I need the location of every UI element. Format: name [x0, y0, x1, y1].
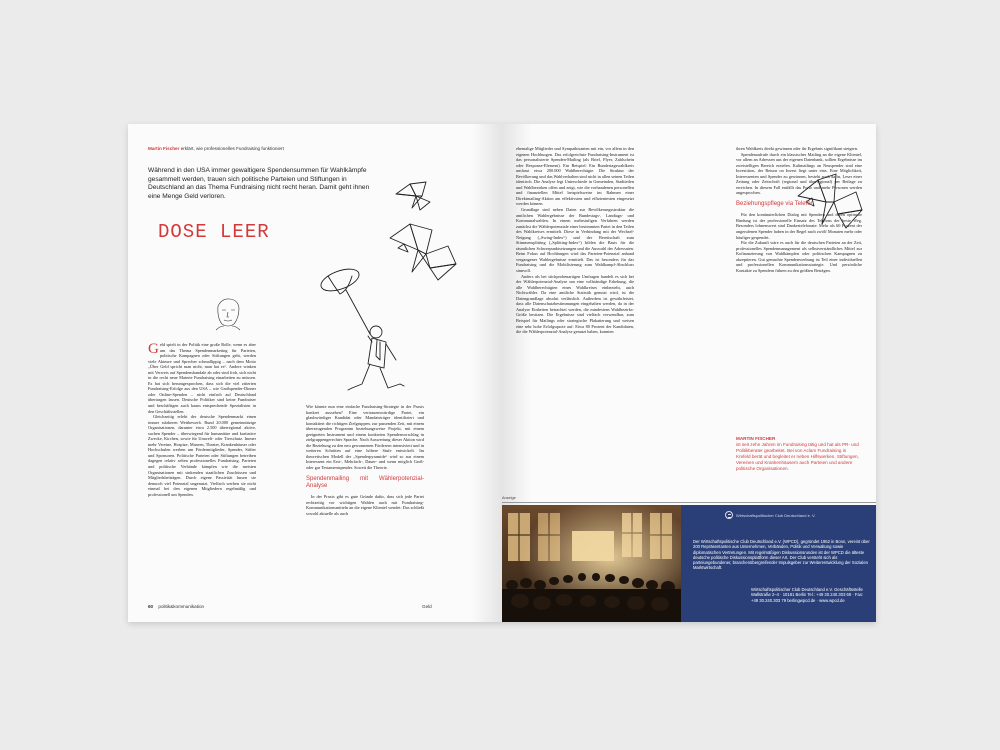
- running-man: [318, 265, 404, 390]
- magazine-spread: [128, 124, 876, 622]
- subheading: Beziehungspflege via Telefon: [736, 200, 814, 207]
- subheading: Spendenmailing mit Wählerpotenzial-Analyse: [306, 475, 424, 489]
- left-column-2: [306, 404, 424, 594]
- lead-paragraph: Während in den USA immer gewaltigere Spendensummen für Wahlkämpfe gesammelt werden, trauen sich politische Parteien und Stiftungen in Deutschland an das Thema Fundraising nicht recht heran. Damit geht ihnen eine Menge Geld verloren.: [148, 167, 370, 200]
- ad-org-name: Wirtschaftspolitischer Club Deutschland e. V.: [736, 513, 816, 518]
- drop-cap: G: [148, 342, 159, 357]
- kicker: [148, 146, 284, 151]
- headline: DOSE LEER: [158, 221, 270, 243]
- butterfly-net-illustration: [278, 174, 498, 424]
- bio-text: ist seit zehn Jahren im Fundraising tätig und hat als PR- und Politikberater gearbeitet. Bei von Aclam Fundraising in Krefeld berät und begleitet er neben Hilfswerken, Stiftungen, Vereinen und Krankenhäusern auch Parteien und andere politische Organisationen.: [736, 442, 859, 471]
- kicker-text: erklärt, wie professionelles Fundraising funktioniert: [180, 146, 284, 151]
- club-logo-icon: [725, 511, 733, 519]
- page-footer: [148, 604, 204, 609]
- paragraph: Spendenaufrufe durch ein klassisches Mailing an die eigene Klientel, vor allem an Adressen aus der eigenen Datenbank, sollten Ergebnisse im zweistelligen Bereich erzielen. Kaltmailings an Neuspender sind eine Investition, der Return on Invest liegt unter eins. Eine Möglichkeit, Interessenten und Spender zu gewinnen, besteht auch darin, Leser einer Zeitung oder Zeitschrift (regional und überregional) per Beilage zu erreichen. In diesem Fall entfällt das Porto und mehr Personen werden angesprochen.: [736, 151, 862, 196]
- paragraph: ihren Wahlkreis direkt gewinnen oder ihr Ergebnis signifikant steigern.: [736, 146, 859, 151]
- paragraph: In der Praxis gibt es gute Gründe dafür, dass sich jede Partei rechtzeitig vor wichtigen Wahlen auch mit Fundraising-Kommunikationsmitteln an die eigene Klientel wendet: Das schließt sowohl aktuelle als auch: [306, 494, 424, 517]
- paragraph: eld spielt in der Politik eine große Rolle, wenn es aber um das Thema Spendenmarketing für Parteien, politische Kampagnen oder Stiftungen geht, werden viele Akteure und Sprecher schmallippig – nach dem Motto „Über Geld spricht man nicht, man hat es“. Andere winken mit Verweis auf Spendenskandale ab oder sind froh, sich nicht in die recht neue Materie Fundraising einarbeiten zu müssen. Es hat sich herumgesprochen, dass sich die viel zitierten Fundraising-Erfolge aus den USA – wie Großspender-Dinner oder Online-Spenden – nicht einfach auf Deutschland übertragen lassen. Deutsche Politiker sind keine Fundraiser und beschäftigen auch kaum entsprechende Spezialisten in den Geschäftsstellen.: [148, 342, 256, 414]
- divider: [502, 502, 876, 503]
- author-bio: [736, 436, 861, 472]
- paragraph: Gleichzeitig erlebt der deutsche Spendenmarkt einen immer stärkeren Wettbewerb. Rund 20.000 gemeinnützige Organisationen, darunter etwa 2.500 überregional aktive, suchen Spender – überwiegend für humanitäre und karitative Zwecke, Kirchen, sowie für Umwelt- oder Tierschutz. Immer mehr Vereine, Hospize, Museen, Theater, Krankenhäuser oder Hochschulen werben um Fördermitglieder, Spender, Stifter und Sponsoren. Politische Parteien oder Stiftungen betreiben dagegen relativ selten professionelles Fundraising. Parteien und politische Verbände kämpfen wie die meisten Organisationen mit sinkenden staatlichen Zuschüssen und Mitgliedsbeiträgen. Durch eigene Passivität lassen sie dennoch viel Potenzial ungenutzt. Vielfach werben sie nicht einmal bei den eigenen Mitgliedern regelmäßig und professionell um Spenden.: [148, 414, 256, 497]
- money-butterfly-small: [396, 182, 430, 210]
- kicker-author: Martin Fischer: [148, 146, 180, 151]
- right-column-1: [516, 146, 634, 476]
- page-number: 60: [148, 604, 154, 609]
- money-butterfly-large: [390, 224, 456, 280]
- bio-name: MARTIN FISCHER: [736, 436, 776, 441]
- ad-body: Der Wirtschaftspolitische Club Deutschland e.V. (WPCD), gegründet 1952 in Bonn, vereint über 200 Repräsentanten aus Unternehmen, Verbänden, Politik und Verwaltung sowie diplomatischen Vertretungen. Mit regelmäßigen Diskussionsrunden ist der WPCD die älteste deutsche politische Diskussionsplattform dieser Art. Der Club versteht sich als parteiungebundener, branchenübergreifender Impulsgeber zur Weiterentwicklung der Sozialen Marktwirtschaft.: [693, 539, 870, 571]
- magazine-name: politik&kommunikation: [158, 604, 205, 609]
- left-column-1: [148, 342, 256, 592]
- advertisement: [681, 505, 876, 622]
- paragraph: Grundlage sind neben Daten zur Bevölkerungsstruktur die amtlichen Wahlergebnisse der Bundestags-, Landtags- und Kommunalwahlen. In einem mehrstufigen Verfahren werden zunächst die Wählerpotenziale einer bestimmten Partei in den Teilen des Wahlkreises ermittelt. Diese in Verbindung mit der Wechsel-Neigung („Swing-Index“) und der Bereitschaft zum Stimmensplitting („Splitting-Index“) bilden die Basis für die räumlichen Schwerpunktsetzungen und die Auswahl der Adressaten. Beim Fokus auf Hochburgen wird das Parteien-Potenzial anhand vergangener Wahlergebnisse ermittelt. Das ist besonders für das Fundraising und die Mobilisierung zum Wahlkampf-Abschluss sinnvoll.: [516, 207, 634, 274]
- section-name: Geld: [422, 604, 432, 609]
- paragraph: Wie könnte nun eine einfache Fundraising-Strategie in der Praxis konkret aussehen? Eine vertrauenswürdige Partei, ein glaubwürdiger Kandidat oder Mandatsträger identifiziert und kontaktiert die richtigen Zielgruppen, zur passenden Zeit, mit einem überzeugenden Programm beziehungsweise Projekt, mit einem geeigneten Instrument und einem konkreten Spendenvorschlag in zielgruppengerechter Sprache. Nach Auswertung dieser Aktion wird die Beziehung zu den neu gewonnenen Förderern intensiviert und in weiteren Schritten auf eine höhere Stufe entwickelt. Im theoretischen Modell der „Spenderpyramide“ wird so aus einem Interessent ein Erst-, Mehrfach-, Dauer- und wenn möglich Groß- oder gar Testamentspender. Soweit die Theorie.: [306, 404, 424, 471]
- author-portrait-sketch: [208, 296, 248, 332]
- paragraph: Für den kontinuierlichen Dialog mit Spendern und deren optimale Bindung ist der professionelle Einsatz des Telefons der beste Weg. Besonders lohnenswert sind Dankestelefonate: Mehr als 60 Prozent der angerufenen Spender haben in der Regel nach zwölf Monaten mehr oder häufiger gespendet.: [736, 212, 862, 240]
- paragraph: Für die Zukunft wäre es auch für die deutschen Parteien an der Zeit, professionelles Spendenmanagement als selbstverständliches Mittel zur Kofinanzierung von Wahlkämpfen oder politischen Kampagnen zu akzeptieren. Gut gemachte Spendenwerbung ist Teil einer individuellen und professionellen Kommunikationsstrategie. Und persönliche Kontakte zu Spendern führen zu den größten Beträgen.: [736, 240, 862, 273]
- conference-photo: [502, 505, 681, 622]
- ad-label: Anzeige: [502, 496, 516, 500]
- paragraph: ehemalige Mitglieder und Sympathisanten mit ein, vor allem in den eigenen Hochburgen. Das erfolgreichste Fundraising-Instrument ist das personalisierte Spenden-Mailing (als Brief, Flyer, Zahlschein oder Response-Element). Ein Beispiel: Ein Bundestagswahlkreis umfasst etwa 200.000 Wahlberechtigte. Die Struktur der Bevölkerung und das Wahlverhalten sind nicht in allen seinen Teilen identisch. Die Analyse legt Unterschiede in Gemeinden, Stadtteilen und Wahlbezirken offen und zeigt, wie die vorhandenen personellen und finanziellen Mittel beispielsweise im Rahmen einer Direktmailing-Aktion am effektivsten und effizientesten eingesetzt werden können.: [516, 146, 634, 207]
- left-page: [128, 124, 502, 622]
- right-column-2: [736, 146, 862, 426]
- paragraph: Anders als bei stichprobenartigen Umfragen handelt es sich bei der Wählerpotenzial-Analyse um eine vollständige Erhebung, die alle Wahlberechtigten eines Wahlkreises einbezieht, auch Nichtwähler. Da eine amtliche Statistik genutzt wird, ist die Datengrundlage absolut verlässlich. Außerdem ist gewährleistet, dass alle Datenschutzbestimmungen eingehalten werden, da in der Analyse Einheiten betrachtet werden, die mindestens Wahlbezirks-Größe besitzen. Die Ergebnisse sind vielfach verwendbar, zum Beispiel für Mailings oder strategische Plakatierung und weisen eine sehr hohe Erfolgsquote auf: Etwa 80 Prozent der Kandidaten, die die Wählerpotenzial-Analyse genutzt haben, konnten: [516, 273, 634, 335]
- ad-address: Wirtschaftspolitischer Club Deutschland e.V. Geschäftsstelle Wallstraße 2–4 · 10181 Berlin Tel.: +49 30.240.303 69 · Fax: +49 30.240.303 79 berlingwpcd.de · www.wpcd.de: [751, 587, 864, 603]
- right-page: [502, 124, 876, 622]
